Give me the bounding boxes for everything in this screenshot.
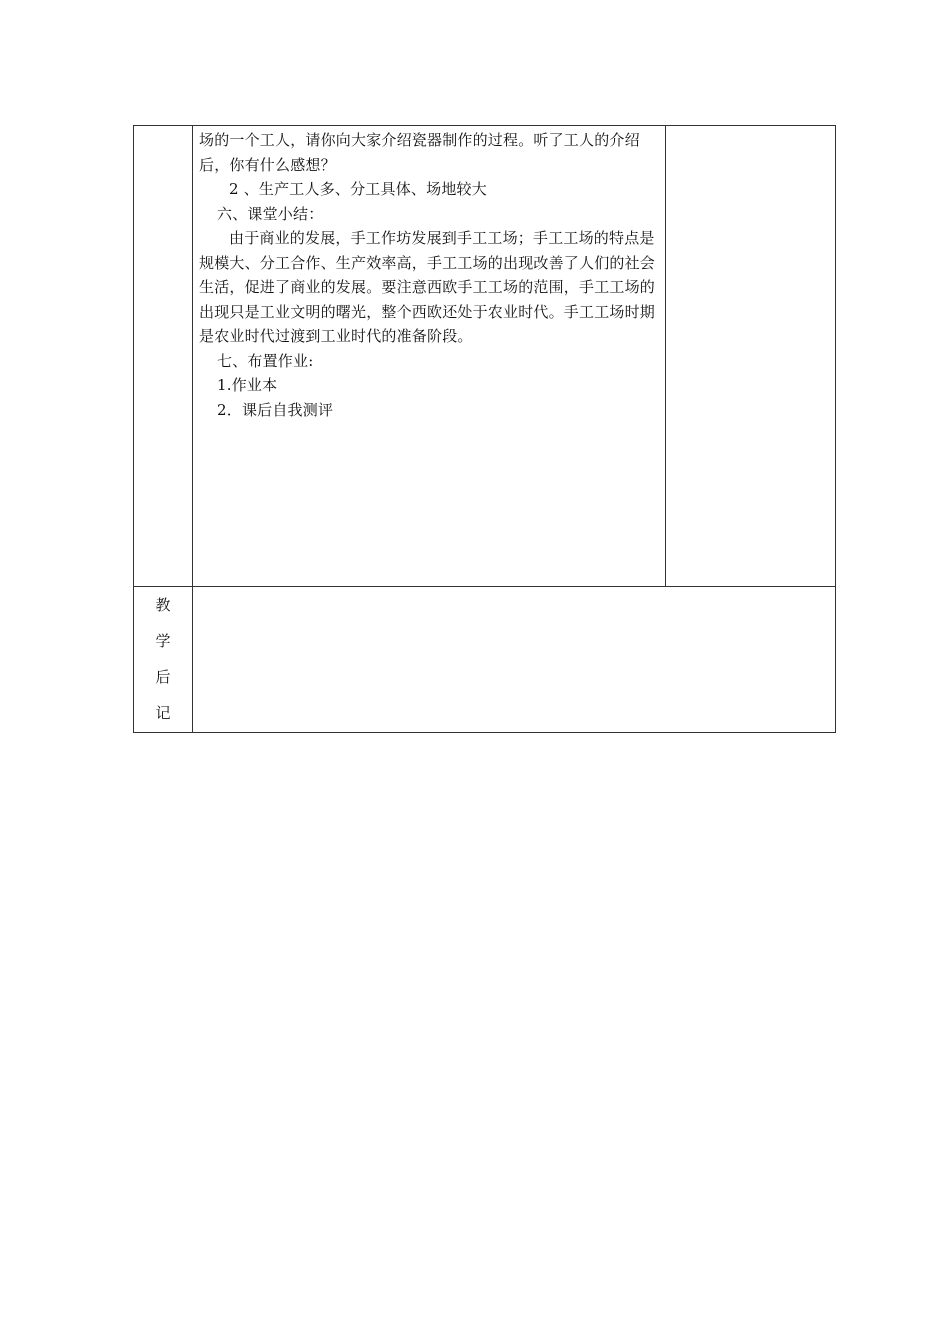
summary-heading: 六、课堂小结：	[217, 204, 324, 223]
teaching-notes-content	[193, 587, 836, 733]
lesson-content-cell	[193, 126, 666, 587]
homework-item-1: 1.作业本	[217, 376, 278, 394]
lesson-row	[134, 126, 836, 587]
notes-label-char: 记	[155, 704, 171, 722]
notes-label-char: 教	[155, 596, 171, 614]
notes-label-char: 后	[155, 668, 171, 686]
notes-row	[134, 587, 836, 733]
lesson-content	[193, 126, 665, 422]
notes-label-char: 学	[155, 632, 171, 650]
homework-heading: 七、布置作业:	[217, 351, 314, 370]
remarks-cell	[666, 126, 836, 587]
homework-item-2: 2．课后自我测评	[217, 400, 334, 419]
lesson-plan-table	[133, 125, 836, 733]
label-cell	[134, 126, 193, 587]
continued-text: 场的一个工人，请你向大家介绍瓷器制作的过程。听了工人的介绍后，你有什么感想？	[199, 131, 640, 174]
teaching-notes-label	[134, 587, 193, 733]
point-2: 2 、生产工人多、分工具体、场地较大	[229, 180, 487, 198]
summary-text: 由于商业的发展，手工作坊发展到手工工场；手工工场的特点是规模大、分工合作、生产效率高，手工工场的出现改善了人们的社会生活，促进了商业的发展。要注意西欧手工工场的范围，手工工场的出现只是工业文明的曙光，整个西欧还处于农业时代。手工工场时期是农业时代过渡到工业时代的准备阶段。	[199, 229, 656, 345]
